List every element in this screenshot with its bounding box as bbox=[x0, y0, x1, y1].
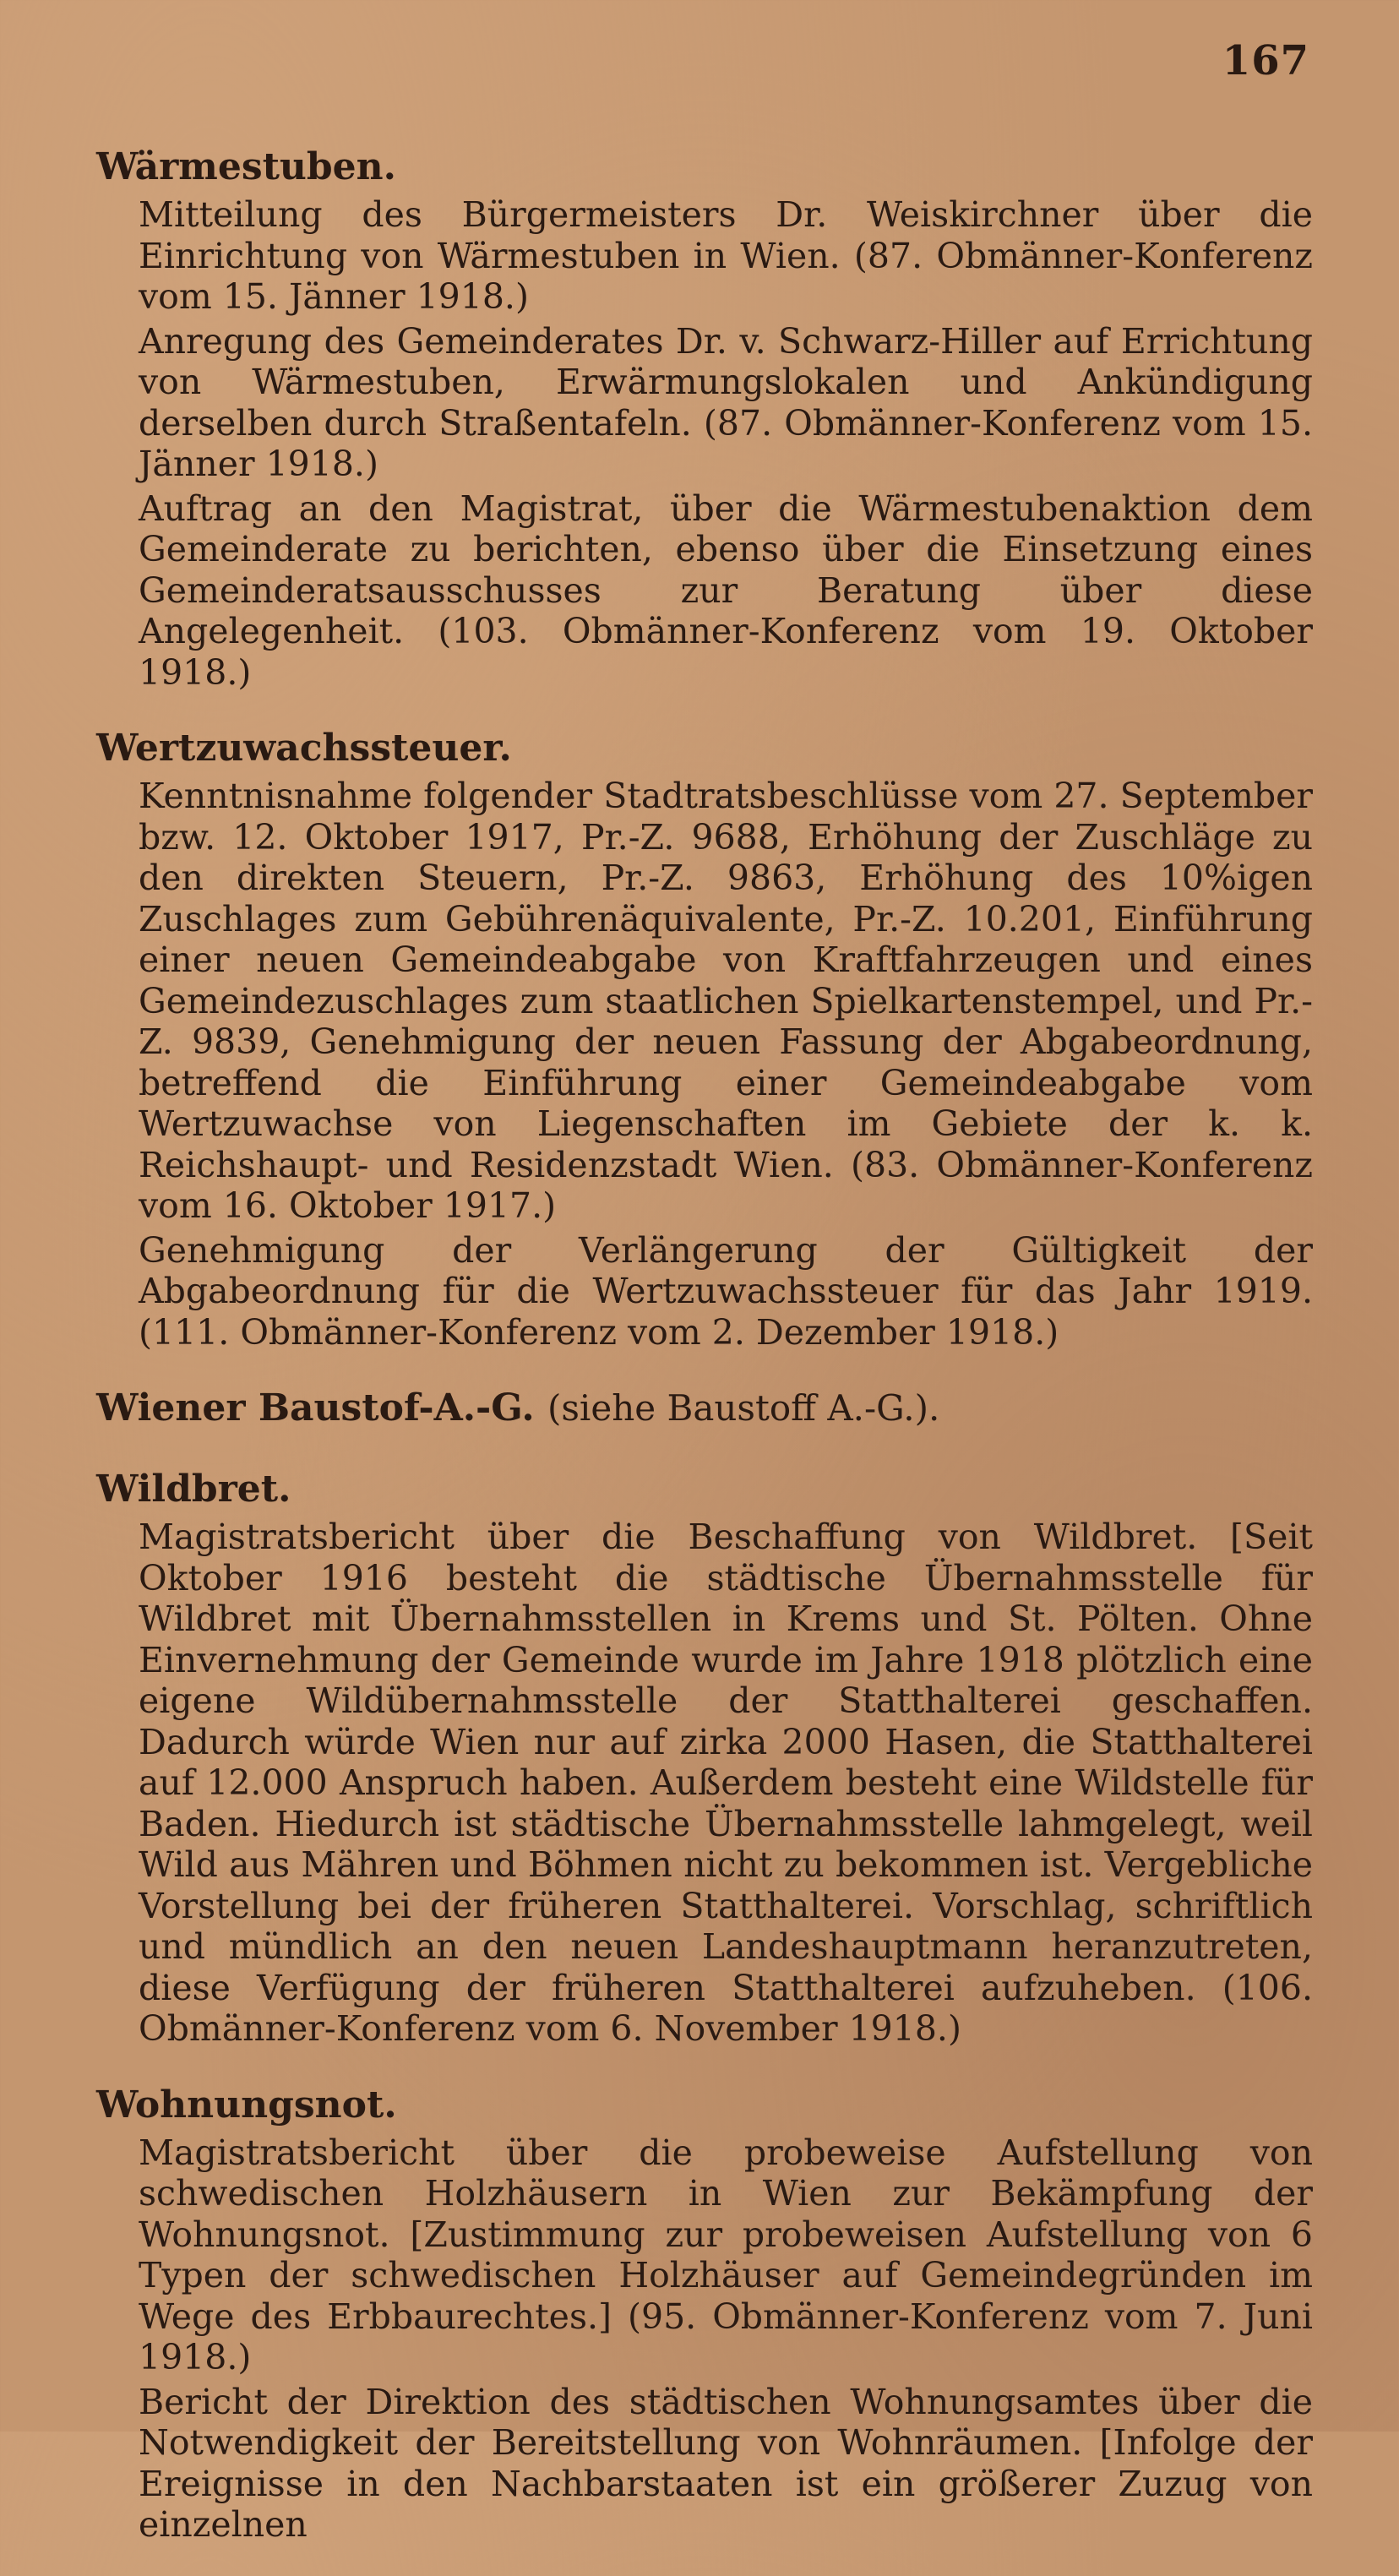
section-heading: Wärmestuben. bbox=[96, 145, 396, 188]
section-heading: Wiener Baustof-A.-G. bbox=[96, 1386, 535, 1430]
section-wildbret bbox=[96, 1464, 1313, 2050]
section-heading: Wohnungsnot. bbox=[96, 2083, 397, 2127]
index-entry: Magistratsbericht über die probeweise Aufstellung von schwedischen Holzhäusern in Wien zur Bekämpfung der Wohnungsnot. [Zustimmung zur probeweisen Aufstellung von 6 Typen der schwedischen Holzhäuser auf Gemeindegründen im Wege des Erbbaurechtes.] (95. Obmänner-Konferenz vom 7. Juni 1918.) bbox=[139, 2132, 1313, 2377]
index-entry: Bericht der Direktion des städtischen Wohnungsamtes über die Notwendigkeit der Bereitstellung von Wohnräumen. [Infolge der Ereignisse in den Nachbarstaaten ist ein größerer Zuzug von einzelnen bbox=[139, 2381, 1313, 2545]
index-entry: Auftrag an den Magistrat, über die Wärmestubenaktion dem Gemeinderate zu berichten, ebenso über die Einsetzung eines Gemeinderatsausschusses zur Beratung über diese Angelegenheit. (103. Obmänner-Konferenz vom 19. Oktober 1918.) bbox=[139, 487, 1313, 693]
section-heading: Wertzuwachssteuer. bbox=[96, 727, 512, 770]
section-heading: Wildbret. bbox=[96, 1468, 291, 1511]
index-entry: Magistratsbericht über die Beschaffung von Wildbret. [Seit Oktober 1916 besteht die städtische Übernahmsstelle für Wildbret mit Übernahmsstellen in Krems und St. Pölten. Ohne Einvernehmung der Gemeinde wurde im Jahre 1918 plötzlich eine eigene Wildübernahmsstelle der Statthalterei geschaffen. Dadurch würde Wien nur auf zirka 2000 Hasen, die Statthalterei auf 12.000 Anspruch haben. Außerdem besteht eine Wildstelle für Baden. Hiedurch ist städtische Übernahmsstelle lahmgelegt, weil Wild aus Mähren und Böhmen nicht zu bekommen ist. Vergebliche Vorstellung bei der früheren Statthalterei. Vorschlag, schriftlich und mündlich an den neuen Landeshauptmann heranzutreten, diese Verfügung der früheren Statthalterei aufzuheben. (106. Obmänner-Konferenz vom 6. November 1918.) bbox=[139, 1517, 1313, 2049]
section-wertzuwachssteuer bbox=[96, 723, 1313, 1353]
page-number: 167 bbox=[1222, 37, 1309, 84]
section-waermestuben bbox=[96, 142, 1313, 693]
index-entry: Mitteilung des Bürgermeisters Dr. Weiskirchner über die Einrichtung von Wärmestuben in Wien. (87. Obmänner-Konferenz vom 15. Jänner 1918.) bbox=[139, 194, 1313, 317]
index-entry: Anregung des Gemeinderates Dr. v. Schwarz-Hiller auf Errichtung von Wärmestuben, Erwärmungslokalen und Ankündigung derselben durch Straßentafeln. (87. Obmänner-Konferenz vom 15. Jänner 1918.) bbox=[139, 320, 1313, 484]
index-content bbox=[96, 142, 1313, 2576]
cross-reference: (siehe Baustoff A.-G.). bbox=[547, 1387, 940, 1429]
section-heading-with-reference bbox=[96, 1383, 1313, 1434]
section-wohnungsnot bbox=[96, 2080, 1313, 2546]
index-entry: Kenntnisnahme folgender Stadtratsbeschlüsse vom 27. September bzw. 12. Oktober 1917, Pr.-Z. 9688, Erhöhung der Zuschläge zu den direkten Steuern, Pr.-Z. 9863, Erhöhung des 10%igen Zuschlages zum Gebührenäquivalente, Pr.-Z. 10.201, Einführung einer neuen Gemeindeabgabe von Kraftfahrzeugen und eines Gemeindezuschlages zum staatlichen Spielkartenstempel, und Pr.-Z. 9839, Genehmigung der neuen Fassung der Abgabeordnung, betreffend die Einführung einer Gemeindeabgabe vom Wertzuwachse von Liegenschaften im Gebiete der k. k. Reichshaupt- und Residenzstadt Wien. (83. Obmänner-Konferenz vom 16. Oktober 1917.) bbox=[139, 776, 1313, 1226]
index-entry: Genehmigung der Verlängerung der Gültigkeit der Abgabeordnung für die Wertzuwachssteuer für das Jahr 1919. (111. Obmänner-Konferenz vom 2. Dezember 1918.) bbox=[139, 1229, 1313, 1353]
section-wiener-baustof bbox=[96, 1383, 1313, 1434]
